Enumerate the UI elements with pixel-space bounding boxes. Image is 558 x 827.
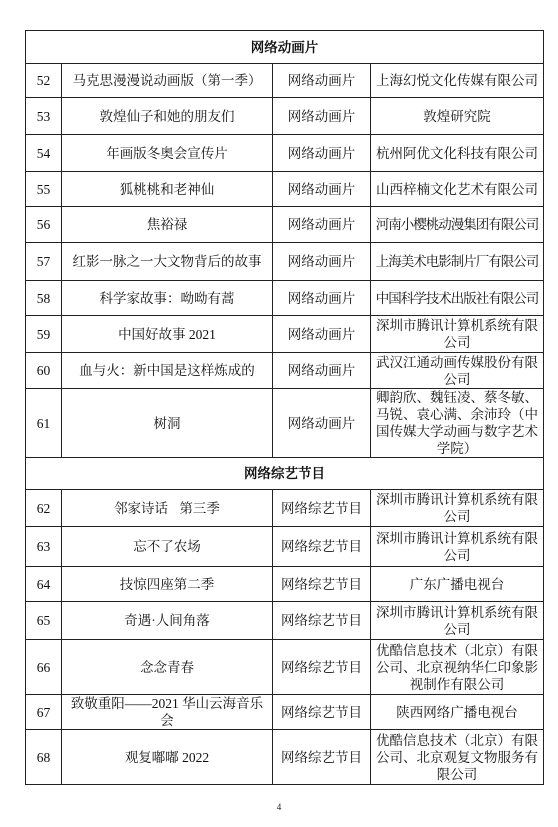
program-category: 网络动画片 <box>273 64 371 98</box>
table-row <box>26 353 544 389</box>
program-category: 网络动画片 <box>273 281 371 316</box>
program-title: 树洞 <box>62 389 273 458</box>
row-number: 59 <box>26 316 62 353</box>
producer-name: 卿韵欣、魏钰凌、蔡冬敏、马锐、袁心满、余沛玲（中国传媒大学动画与数字艺术学院） <box>371 389 544 458</box>
program-title: 血与火：新中国是这样炼成的 <box>62 353 273 389</box>
row-number: 61 <box>26 389 62 458</box>
producer-name: 中国科学技术出版社有限公司 <box>371 281 544 316</box>
program-category: 网络动画片 <box>273 135 371 172</box>
program-category: 网络动画片 <box>273 207 371 243</box>
program-category: 网络综艺节目 <box>273 695 371 730</box>
producer-name: 山西梓楠文化艺术有限公司 <box>371 172 544 207</box>
table-row <box>26 602 544 640</box>
row-number: 54 <box>26 135 62 172</box>
program-category: 网络动画片 <box>273 98 371 135</box>
section-header-row <box>26 458 544 490</box>
table-row <box>26 98 544 135</box>
page-number: 4 <box>276 802 282 812</box>
program-title: 技惊四座第二季 <box>62 567 273 602</box>
table-row <box>26 281 544 316</box>
row-number: 55 <box>26 172 62 207</box>
program-category: 网络综艺节目 <box>273 640 371 695</box>
producer-name: 武汉江通动画传媒股份有限公司 <box>371 353 544 389</box>
program-category: 网络综艺节目 <box>273 490 371 527</box>
row-number: 68 <box>26 730 62 785</box>
table-row <box>26 207 544 243</box>
row-number: 58 <box>26 281 62 316</box>
row-number: 66 <box>26 640 62 695</box>
program-category: 网络动画片 <box>273 389 371 458</box>
program-title: 狐桃桃和老神仙 <box>62 172 273 207</box>
program-category: 网络综艺节目 <box>273 567 371 602</box>
row-number: 57 <box>26 243 62 281</box>
program-title: 敦煌仙子和她的朋友们 <box>62 98 273 135</box>
row-number: 56 <box>26 207 62 243</box>
program-list-table <box>25 30 544 785</box>
table-row <box>26 172 544 207</box>
row-number: 65 <box>26 602 62 640</box>
program-title: 科学家故事：呦呦有蒿 <box>62 281 273 316</box>
producer-name: 优酷信息技术（北京）有限公司、北京观复文物服务有限公司 <box>371 730 544 785</box>
section-title: 网络综艺节目 <box>26 458 544 490</box>
producer-name: 深圳市腾讯计算机系统有限公司 <box>371 602 544 640</box>
row-number: 63 <box>26 527 62 567</box>
row-number: 64 <box>26 567 62 602</box>
table-row <box>26 695 544 730</box>
producer-name: 深圳市腾讯计算机系统有限公司 <box>371 316 544 353</box>
table-row <box>26 730 544 785</box>
producer-name: 深圳市腾讯计算机系统有限公司 <box>371 527 544 567</box>
program-title: 马克思漫漫说动画版（第一季） <box>62 64 273 98</box>
table-row <box>26 567 544 602</box>
program-title: 焦裕禄 <box>62 207 273 243</box>
program-category: 网络综艺节目 <box>273 730 371 785</box>
producer-name: 河南小樱桃动漫集团有限公司 <box>371 207 544 243</box>
program-category: 网络动画片 <box>273 172 371 207</box>
program-category: 网络动画片 <box>273 353 371 389</box>
program-title: 奇遇·人间角落 <box>62 602 273 640</box>
section-header-row <box>26 31 544 64</box>
table-row <box>26 527 544 567</box>
table-row <box>26 64 544 98</box>
producer-name: 陕西网络广播电视台 <box>371 695 544 730</box>
program-title: 红影一脉之一大文物背后的故事 <box>62 243 273 281</box>
producer-name: 上海美术电影制片厂有限公司 <box>371 243 544 281</box>
producer-name: 广东广播电视台 <box>371 567 544 602</box>
program-category: 网络动画片 <box>273 243 371 281</box>
table-row <box>26 243 544 281</box>
row-number: 67 <box>26 695 62 730</box>
program-title: 年画版冬奥会宣传片 <box>62 135 273 172</box>
producer-name: 上海幻悦文化传媒有限公司 <box>371 64 544 98</box>
row-number: 53 <box>26 98 62 135</box>
row-number: 52 <box>26 64 62 98</box>
table-row <box>26 490 544 527</box>
table-row <box>26 135 544 172</box>
producer-name: 深圳市腾讯计算机系统有限公司 <box>371 490 544 527</box>
row-number: 62 <box>26 490 62 527</box>
table-row <box>26 316 544 353</box>
producer-name: 优酷信息技术（北京）有限公司、北京视纳华仁印象影视制作有限公司 <box>371 640 544 695</box>
program-category: 网络动画片 <box>273 316 371 353</box>
producer-name: 敦煌研究院 <box>371 98 544 135</box>
program-category: 网络综艺节目 <box>273 527 371 567</box>
row-number: 60 <box>26 353 62 389</box>
program-category: 网络综艺节目 <box>273 602 371 640</box>
table-row <box>26 389 544 458</box>
program-title: 邻家诗话 第三季 <box>62 490 273 527</box>
program-title: 观复嘟嘟 2022 <box>62 730 273 785</box>
program-title: 忘不了农场 <box>62 527 273 567</box>
program-title: 中国好故事 2021 <box>62 316 273 353</box>
table-row <box>26 640 544 695</box>
producer-name: 杭州阿优文化科技有限公司 <box>371 135 544 172</box>
program-title: 念念青春 <box>62 640 273 695</box>
program-title: 致敬重阳——2021 华山云海音乐会 <box>62 695 273 730</box>
section-title: 网络动画片 <box>26 31 544 64</box>
